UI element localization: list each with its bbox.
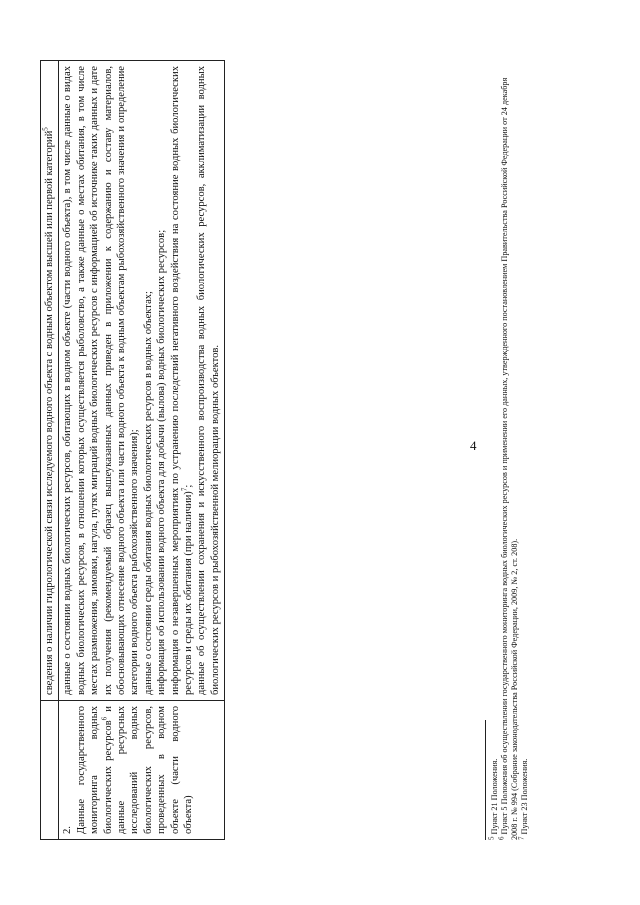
table-cell-empty (41, 701, 59, 840)
list-item: информация об использовании водного объекта для добычи (вылова) водных биологических ресурсов; (156, 229, 168, 695)
footnote-ref: 5 (41, 127, 50, 131)
footnote-mark: 7 (517, 836, 526, 840)
footnote-text: Пункт 5 Положения об осуществлении государственного мониторинга водных биологических ресурсов и применении его данных, утвержденного постановлением Правительства Российской Федерации от 24 декабря 2008 г. № 994 (Собрание законодательства Российской Федерации, 2009, № 2, ст. 208). (500, 77, 519, 840)
row-title (75, 706, 196, 834)
table-cell (41, 61, 59, 701)
footnote (487, 60, 500, 840)
row-title-text: Данные государственного мониторинга водных биологических ресурсов (75, 706, 114, 834)
table-row (59, 61, 225, 840)
table-cell-left (59, 701, 225, 840)
list-item: данные об осуществлении сохранения и искусственного воспроизводства водных биологических ресурсов, акклиматизации водных биологических ресурсов и рыбохозяйственной мелиорации водных объектов. (196, 66, 221, 695)
page-number: 4 (470, 438, 477, 453)
row-number: 2. (62, 826, 74, 834)
content-table (40, 60, 225, 840)
footnote-mark: 5 (487, 836, 496, 840)
hydro-link-text: сведения о наличии гидрологической связи исследуемого водного объекта с водным объектом высшей или первой категорий (44, 130, 55, 695)
list-item-text: информация о незавершенных мероприятиях по устранению последствий негативного воздействия на состояние водных биологических ресурсов и среды их обитания (при наличии) (169, 66, 195, 695)
footnote-text: Пункт 23 Положения. (520, 758, 529, 835)
footnote-mark: 6 (497, 836, 506, 840)
list-item: информация о незавершенных мероприятиях по устранению последствий негативного воздействия на состояние водных биологических ресурсов и среды их обитания (при наличии)$^7$; (169, 66, 195, 695)
footnote (497, 60, 520, 840)
list-item: данные о состоянии водных биологических ресурсов, обитающих в водном объекте (части водного объекта), в том числе данные о видах водных биологических ресурсов, в отношении которых осуществляется рыболовство, а также данные о местах обитания, в том числе местах размножения, зимовки, нагула, путях миграций водных биологических ресурсов с информацией об источнике таких данных и дате их получения (рекомендуемый образец вышеуказанных данных приведен в приложении к содержанию и составу материалов, обосновывающих отнесение водного объекта или части водного объекта к водным объектам рыбохозяйственного значения и определение категории водного объекта рыбохозяйственного значения); (62, 66, 141, 695)
footnote (517, 60, 530, 840)
table-row (41, 61, 59, 840)
table-cell-right (59, 61, 225, 701)
footnote-divider (485, 720, 486, 840)
row-title-text-cont: и данные ресурсных исследований водных биологических ресурсов, проведенных в водном объекте (части водного объекта) (102, 706, 195, 834)
footnote-ref: 6 (100, 716, 109, 721)
list-item: данные о состоянии среды обитания водных биологических ресурсов в водных объектах; (142, 290, 154, 695)
footnotes (485, 60, 530, 840)
footnote-ref: 7 (180, 487, 189, 492)
footnote-text: Пункт 21 Положения. (490, 758, 499, 835)
rotated-page (30, 20, 590, 900)
